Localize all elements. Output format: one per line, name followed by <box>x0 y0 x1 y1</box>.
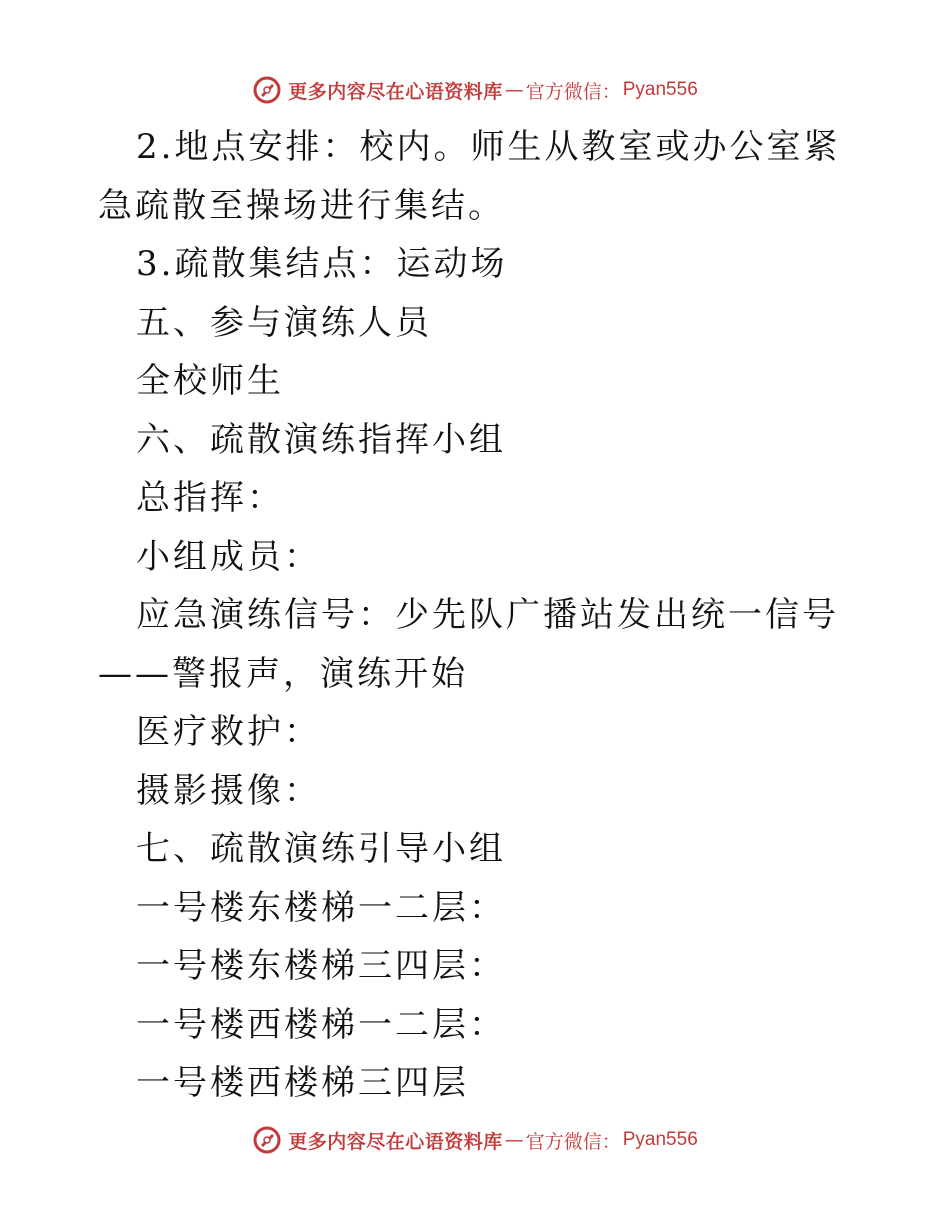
paragraph-location: 2.地点安排：校内。师生从教室或办公室紧急疏散至操场进行集结。 <box>98 127 841 226</box>
document-body <box>98 118 858 1113</box>
section-heading-command-group: 六、疏散演练指挥小组 <box>136 419 506 460</box>
paragraph-west-stairs-1-2: 一号楼西楼梯一二层： <box>136 1004 506 1045</box>
paragraph-photography: 摄影摄像： <box>136 770 321 811</box>
section-heading-participants: 五、参与演练人员 <box>136 302 432 343</box>
header-watermark <box>0 70 950 110</box>
paragraph-medical-rescue: 医疗救护： <box>136 712 321 752</box>
watermark-brand-text: 更多内容尽在心语资料库 <box>288 1130 503 1153</box>
paragraph-participants: 全校师生 <box>136 361 284 401</box>
paragraph-east-stairs-1-2: 一号楼东楼梯一二层： <box>136 887 506 928</box>
paragraph-east-stairs-3-4: 一号楼东楼梯三四层： <box>136 946 506 986</box>
paragraph-group-members: 小组成员： <box>136 536 321 577</box>
library-logo-icon <box>252 1125 282 1155</box>
watermark-dash: — <box>504 1129 524 1151</box>
footer-watermark <box>0 1120 950 1160</box>
watermark-wechat-id: Pyan556 <box>622 79 698 100</box>
paragraph-west-stairs-3-4: 一号楼西楼梯三四层 <box>136 1063 469 1103</box>
section-heading-guide-group: 七、疏散演练引导小组 <box>136 829 506 869</box>
watermark-wechat-label: 官方微信： <box>525 1130 621 1153</box>
watermark-brand-text: 更多内容尽在心语资料库 <box>288 80 503 103</box>
watermark-dash: — <box>504 79 524 101</box>
paragraph-commander: 总指挥： <box>136 478 284 518</box>
paragraph-assembly-point: 3.疏散集结点：运动场 <box>136 244 508 284</box>
library-logo-icon <box>252 75 282 105</box>
paragraph-drill-signal: 应急演练信号：少先队广播站发出统一信号——警报声，演练开始 <box>98 595 839 694</box>
watermark-wechat-label: 官方微信： <box>525 80 621 103</box>
watermark-wechat-id: Pyan556 <box>622 1129 698 1150</box>
